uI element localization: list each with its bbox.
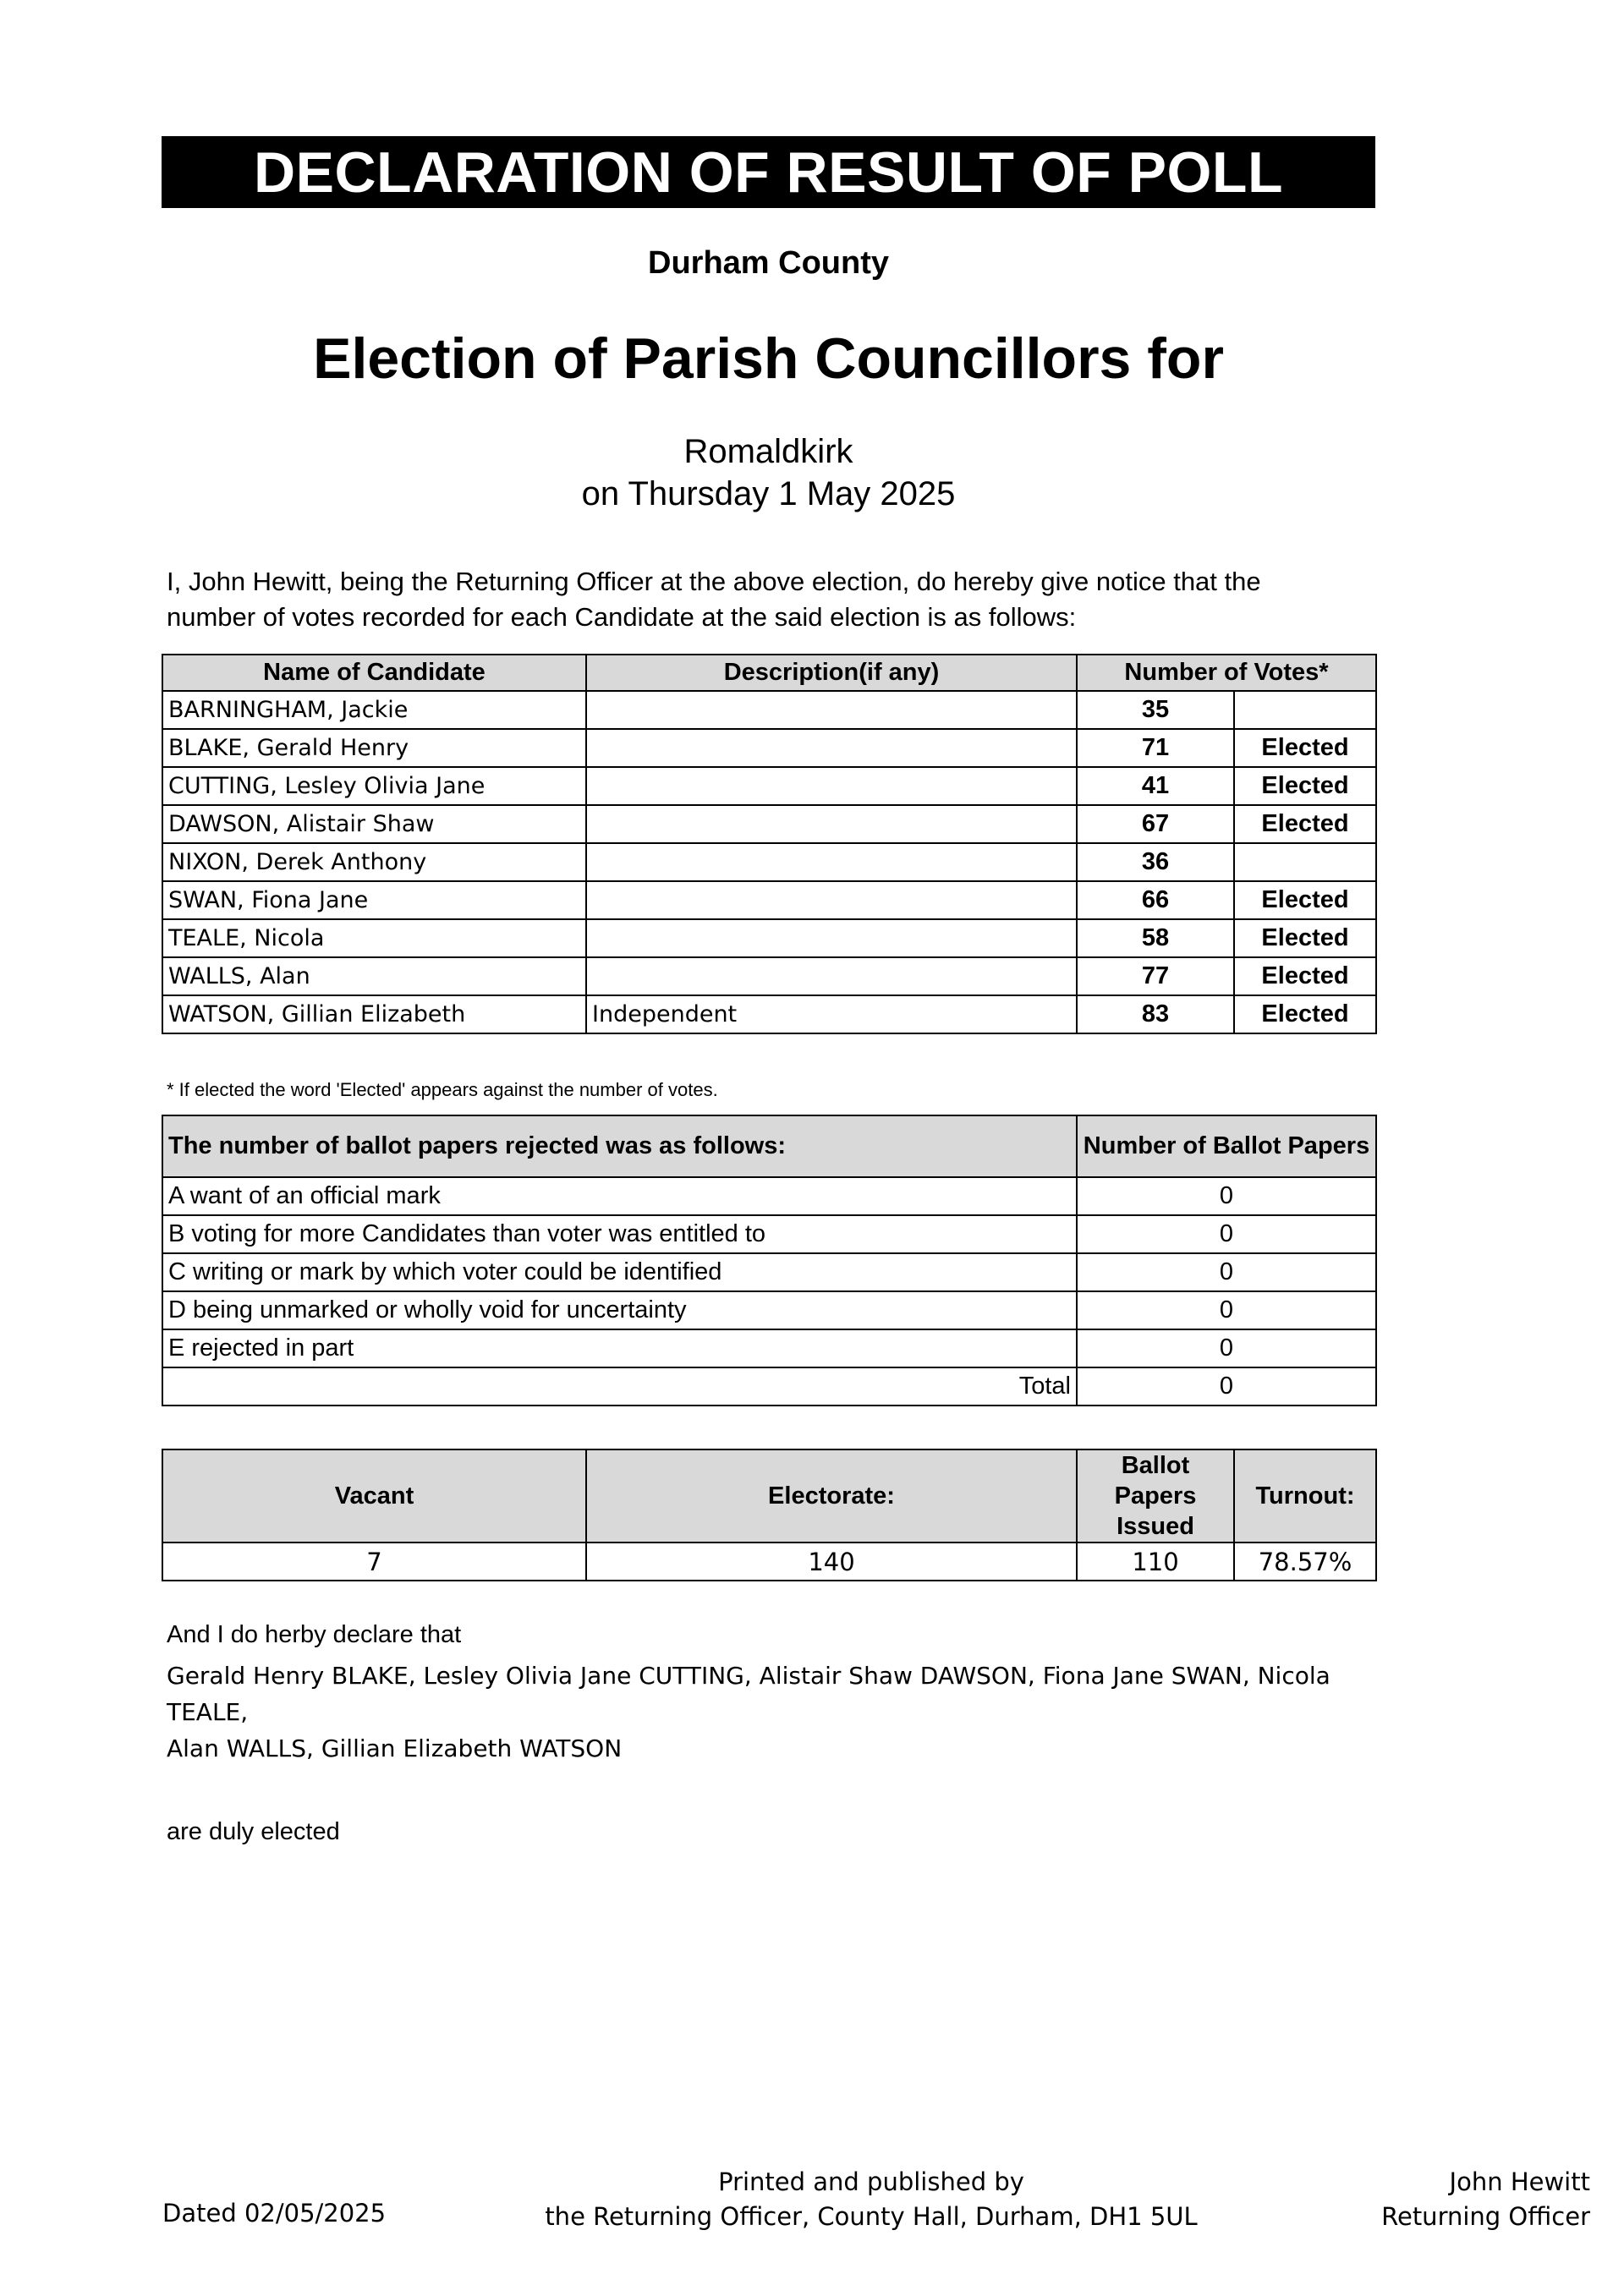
officer-name: John Hewitt <box>1449 2167 1590 2196</box>
candidate-description <box>586 805 1077 843</box>
parish-name: Romaldkirk <box>683 433 853 470</box>
printed-by-address: the Returning Officer, County Hall, Durham, DH1 5UL <box>545 2202 1198 2231</box>
rejected-count: 0 <box>1077 1329 1376 1367</box>
stats-header-row <box>162 1449 1376 1543</box>
candidate-status: Elected <box>1234 957 1376 995</box>
candidate-votes: 83 <box>1077 995 1234 1033</box>
rejected-count: 0 <box>1077 1253 1376 1291</box>
candidate-row <box>162 957 1376 995</box>
dated-text: Dated 02/05/2025 <box>162 2199 387 2228</box>
candidate-description <box>586 691 1077 729</box>
rejected-total-value: 0 <box>1077 1367 1376 1406</box>
notice-text <box>167 564 1368 635</box>
candidate-name: WALLS, Alan <box>162 957 586 995</box>
poll-statistics-table <box>162 1449 1377 1581</box>
elected-list-line: Alan WALLS, Gillian Elizabeth WATSON <box>167 1734 623 1762</box>
candidate-votes: 71 <box>1077 729 1234 767</box>
rejected-reason: D being unmarked or wholly void for uncertainty <box>162 1291 1077 1329</box>
rejected-count-header: Number of Ballot Papers <box>1077 1115 1376 1177</box>
ballot-papers-issued-header: Ballot Papers Issued <box>1077 1449 1234 1543</box>
stats-value-row <box>162 1543 1376 1581</box>
candidate-status: Elected <box>1234 995 1376 1033</box>
officer-title: Returning Officer <box>1381 2202 1590 2231</box>
candidate-description: Independent <box>586 995 1077 1033</box>
candidate-votes: 35 <box>1077 691 1234 729</box>
declaration-banner: DECLARATION OF RESULT OF POLL <box>162 136 1375 208</box>
candidate-votes: 58 <box>1077 919 1234 957</box>
ballot-papers-issued-value: 110 <box>1077 1543 1234 1581</box>
elected-candidates-list <box>167 1658 1368 1767</box>
description-header: Description(if any) <box>586 655 1077 691</box>
votes-footnote: * If elected the word 'Elected' appears against the number of votes. <box>167 1079 718 1100</box>
candidate-description <box>586 957 1077 995</box>
candidate-name: BLAKE, Gerald Henry <box>162 729 586 767</box>
candidate-name: TEALE, Nicola <box>162 919 586 957</box>
printed-by <box>541 2165 1201 2234</box>
candidate-description <box>586 919 1077 957</box>
elected-list-line: Gerald Henry BLAKE, Lesley Olivia Jane CUTTING, Alistair Shaw DAWSON, Fiona Jane SWAN, Nicola TEALE, <box>167 1662 1330 1726</box>
rejected-count: 0 <box>1077 1215 1376 1253</box>
vacant-header: Vacant <box>162 1449 586 1543</box>
rejected-total-row <box>162 1367 1376 1406</box>
candidate-status: Elected <box>1234 729 1376 767</box>
returning-officer-signature <box>1381 2165 1590 2234</box>
candidate-row <box>162 843 1376 881</box>
rejected-reason: C writing or mark by which voter could be identified <box>162 1253 1077 1291</box>
candidate-votes: 36 <box>1077 843 1234 881</box>
candidate-status <box>1234 691 1376 729</box>
candidate-name: BARNINGHAM, Jackie <box>162 691 586 729</box>
candidate-votes: 41 <box>1077 767 1234 805</box>
rejected-row <box>162 1253 1376 1291</box>
candidate-description <box>586 767 1077 805</box>
rejected-reason-header: The number of ballot papers rejected was as follows: <box>162 1115 1077 1177</box>
declaration-closing: are duly elected <box>167 1818 340 1845</box>
rejected-reason: A want of an official mark <box>162 1177 1077 1215</box>
electorate-value: 140 <box>586 1543 1077 1581</box>
candidate-votes: 77 <box>1077 957 1234 995</box>
turnout-header: Turnout: <box>1234 1449 1376 1543</box>
candidate-row <box>162 767 1376 805</box>
candidate-name: CUTTING, Lesley Olivia Jane <box>162 767 586 805</box>
rejected-count: 0 <box>1077 1291 1376 1329</box>
candidate-status: Elected <box>1234 919 1376 957</box>
rejected-row <box>162 1329 1376 1367</box>
candidate-row <box>162 805 1376 843</box>
rejected-row <box>162 1177 1376 1215</box>
rejected-row <box>162 1215 1376 1253</box>
candidates-table <box>162 654 1377 1034</box>
rejected-reason: B voting for more Candidates than voter was entitled to <box>162 1215 1077 1253</box>
declaration-intro: And I do herby declare that <box>167 1621 462 1648</box>
candidate-row <box>162 995 1376 1033</box>
vacant-value: 7 <box>162 1543 586 1581</box>
votes-header: Number of Votes* <box>1077 655 1376 691</box>
rejected-ballots-table <box>162 1115 1377 1406</box>
candidate-name-header: Name of Candidate <box>162 655 586 691</box>
notice-line: I, John Hewitt, being the Returning Officer at the above election, do hereby give notice that the <box>167 567 1261 596</box>
candidate-votes: 67 <box>1077 805 1234 843</box>
election-date: on Thursday 1 May 2025 <box>581 475 956 512</box>
candidate-row <box>162 881 1376 919</box>
rejected-total-label: Total <box>162 1367 1077 1406</box>
candidate-row <box>162 691 1376 729</box>
rejected-count: 0 <box>1077 1177 1376 1215</box>
printed-by-line: Printed and published by <box>718 2167 1024 2196</box>
rejected-header-row <box>162 1115 1376 1177</box>
candidates-header-row <box>162 655 1376 691</box>
turnout-value: 78.57% <box>1234 1543 1376 1581</box>
rejected-row <box>162 1291 1376 1329</box>
candidate-description <box>586 843 1077 881</box>
candidate-status: Elected <box>1234 767 1376 805</box>
candidate-status: Elected <box>1234 881 1376 919</box>
candidate-name: DAWSON, Alistair Shaw <box>162 805 586 843</box>
candidate-name: WATSON, Gillian Elizabeth <box>162 995 586 1033</box>
candidate-row <box>162 729 1376 767</box>
candidate-status: Elected <box>1234 805 1376 843</box>
candidate-description <box>586 881 1077 919</box>
council-name: Durham County <box>648 245 889 281</box>
candidate-votes: 66 <box>1077 881 1234 919</box>
candidate-name: SWAN, Fiona Jane <box>162 881 586 919</box>
rejected-reason: E rejected in part <box>162 1329 1077 1367</box>
candidate-description <box>586 729 1077 767</box>
candidate-status <box>1234 843 1376 881</box>
candidate-name: NIXON, Derek Anthony <box>162 843 586 881</box>
candidate-row <box>162 919 1376 957</box>
electorate-header: Electorate: <box>586 1449 1077 1543</box>
notice-line: number of votes recorded for each Candidate at the said election is as follows: <box>167 602 1077 632</box>
election-title: Election of Parish Councillors for <box>313 326 1224 391</box>
